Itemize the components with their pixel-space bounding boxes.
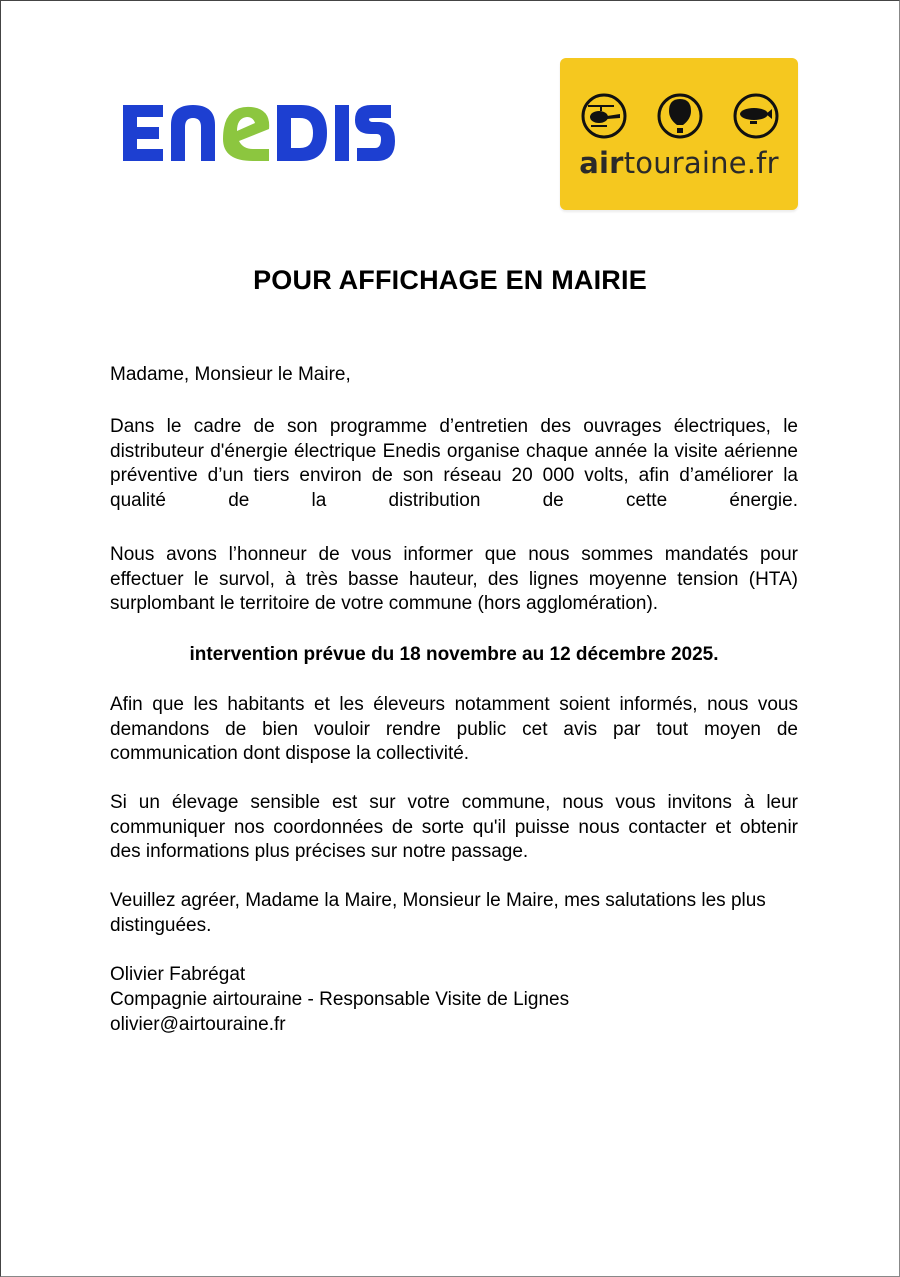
intervention-dates: intervention prévue du 18 novembre au 12 décembre 2025. <box>189 644 719 665</box>
helicopter-icon <box>583 95 625 137</box>
closing: Veuillez agréer, Madame la Maire, Monsieur le Maire, mes salutations les plus distinguées. <box>110 890 766 936</box>
signature-name: Olivier Fabrégat <box>110 964 246 985</box>
airtouraine-wordmark: airtouraine.fr <box>579 146 779 180</box>
paragraph-4: Si un élevage sensible est sur votre commune, nous vous invitons à leur communiquer nos coordonnées de sorte qu'il puisse nous contacter et obtenir des informations plus précises sur notre passage. <box>110 792 798 862</box>
paragraph-1: Dans le cadre de son programme d’entretien des ouvrages électriques, le distributeur d'énergie électrique Enedis organise chaque année la visite aérienne préventive d’un tiers environ de son réseau 20 000 volts, afin d’améliorer la qualité de la distribution de cette énergie. <box>110 416 798 511</box>
airtouraine-logo <box>560 58 798 210</box>
enedis-logo <box>119 101 395 165</box>
airship-icon <box>735 95 777 137</box>
salutation: Madame, Monsieur le Maire, <box>110 364 351 385</box>
paragraph-3: Afin que les habitants et les éleveurs notamment soient informés, nous vous demandons de bien vouloir rendre public cet avis par tout moyen de communication dont dispose la collectivité. <box>110 694 798 764</box>
paragraph-2: Nous avons l’honneur de vous informer que nous sommes mandatés pour effectuer le survol, à très basse hauteur, des lignes moyenne tension (HTA) surplombant le territoire de votre commune (hors agglomération). <box>110 544 798 614</box>
hot-air-balloon-icon <box>659 95 701 137</box>
document-title: POUR AFFICHAGE EN MAIRIE <box>253 265 647 295</box>
signature-email: olivier@airtouraine.fr <box>110 1014 286 1035</box>
signature-role: Compagnie airtouraine - Responsable Visite de Lignes <box>110 989 570 1010</box>
